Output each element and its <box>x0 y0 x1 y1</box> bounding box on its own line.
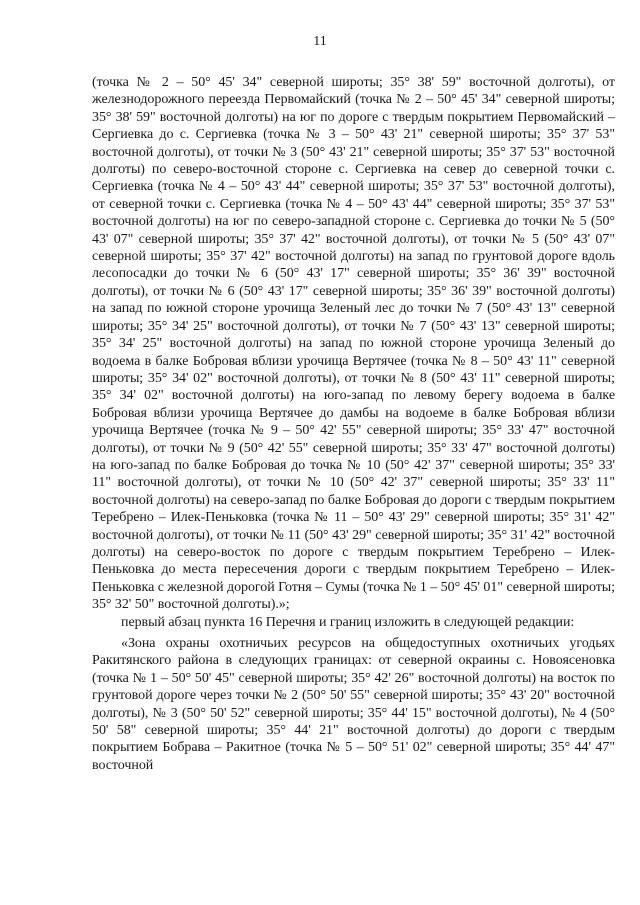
paragraph-amendment-instruction: первый абзац пункта 16 Перечня и границ изложить в следующей редакции: <box>121 614 575 630</box>
paragraph-protection-zone: «Зона охраны охотничьих ресурсов на общедоступных охотничьих угодьях Ракитянского района в следующих границах: от северной окраины с. Новоясеновка (точка № 1 – 50° 50' 45" северной широты; 35° 42' 26" восточной долготы) на восток по грунтовой дороге через точки № 2 (50° 50' 55" северной широты; 35° 43' 20" восточной долготы), № 3 (50° 50' 52" северной широты; 35° 44' 15" восточной долготы), № 4 (50° 50' 58" северной широты; 35° 44' 21" восточной долготы) до дороги с твердым покрытием Бобрава – Ракитное (точка № 5 – 50° 51' 02" северной широты; 35° 44' 47" восточной <box>92 636 615 773</box>
document-body <box>92 74 615 774</box>
page-number: 11 <box>313 34 327 49</box>
paragraph-boundary-description: (точка № 2 – 50° 45' 34" северной широты; 35° 38' 59" восточной долготы), от железнодорожного переезда Первомайский (точка № 2 – 50° 45' 34" северной широты; 35° 38' 59" восточной долготы) на юг по дороге с твердым покрытием Первомайский – Сергиевка до с. Сергиевка (точка № 3 – 50° 43' 21" северной широты; 35° 37' 53" восточной долготы), от точки № 3 (50° 43' 21" северной широты; 35° 37' 53" восточной долготы) по северо-восточной стороне с. Сергиевка на север до северной точки с. Сергиевка (точка № 4 – 50° 43' 44" северной широты; 35° 37' 53" восточной долготы), от северной точки с. Сергиевка (точка № 4 – 50° 43' 44" северной широты; 35° 37' 53" восточной долготы) на юг по северо-западной стороне с. Сергиевка до точки № 5 (50° 43' 07" северной широты; 35° 37' 42" восточной долготы), от точки № 5 (50° 43' 07" северной широты; 35° 37' 42" восточной долготы) на запад по грунтовой дороге вдоль лесопосадки до точки № 6 (50° 43' 17" северной широты; 35° 36' 39" восточной долготы), от точки № 6 (50° 43' 17" северной широты; 35° 36' 39" восточной долготы) на запад по южной стороне урочища Зеленый лес до точки № 7 (50° 43' 13" северной широты; 35° 34' 25" восточной долготы), от точки № 7 (50° 43' 13" северной широты; 35° 34' 25" восточной долготы) на запад по южной стороне урочища Зеленый до водоема в балке Бобровая вблизи урочища Вертячее (точка № 8 – 50° 43' 11" северной широты; 35° 34' 02" восточной долготы), от точки № 8 (50° 43' 11" северной широты; 35° 34' 02" восточной долготы) на юго-запад по левому берегу водоема в балке Бобровая вблизи урочища Вертячее до дамбы на водоеме в балке Бобровая вблизи урочища Вертячее (точка № 9 – 50° 42' 55" северной широты; 35° 33' 47" восточной долготы), от точки № 9 (50° 42' 55" северной широты; 35° 33' 47" восточной долготы) на юго-запад по балке Бобровая до точка № 10 (50° 42' 37" северной широты; 35° 33' 11" восточной долготы), от точки № 10 (50° 42' 37" северной широты; 35° 33' 11" восточной долготы) на северо-запад по балке Бобровая до дороги с твердым покрытием Теребрено – Илек-Пеньковка (точка № 11 – 50° 43' 29" северной широты; 35° 31' 42" восточной долготы), от точки № 11 (50° 43' 29" северной широты; 35° 31' 42" восточной долготы) на северо-восток по дороге с твердым покрытием Теребрено – Илек-Пеньковка до места пересечения дороги с твердым покрытием Теребрено – Илек-Пеньковка с железной дорогой Готня – Сумы (точка № 1 – 50° 45' 01" северной широты; 35° 32' 50" восточной долготы).»; <box>92 75 615 613</box>
